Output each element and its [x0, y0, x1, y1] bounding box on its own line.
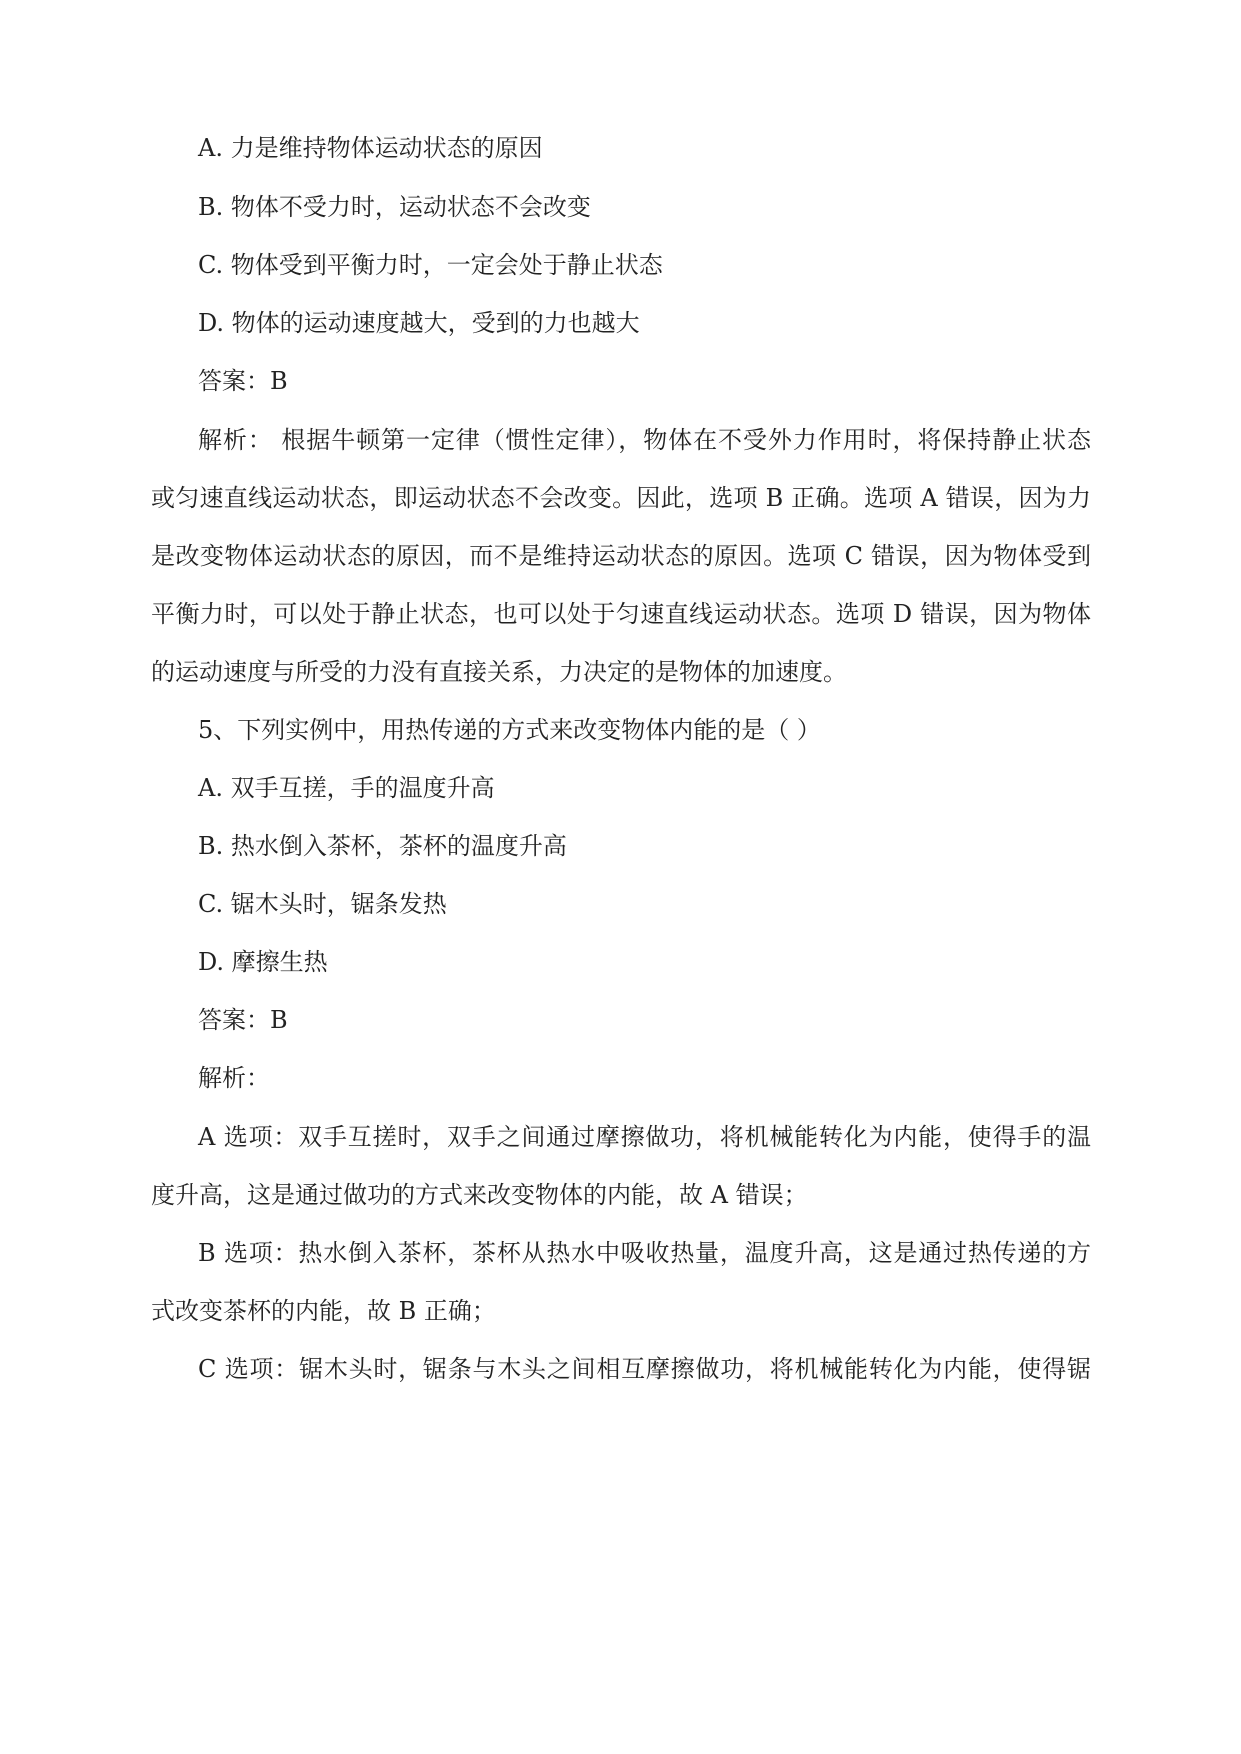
q4-option-b: B. 物体不受力时，运动状态不会改变	[198, 193, 591, 221]
q4-analysis-line: 平衡力时，可以处于静止状态，也可以处于匀速直线运动状态。选项 D 错误，因为物体	[151, 600, 1091, 628]
q5-option-c: C. 锯木头时，锯条发热	[198, 890, 447, 918]
q4-option-d: D. 物体的运动速度越大，受到的力也越大	[198, 309, 640, 337]
q4-analysis-line: 或匀速直线运动状态，即运动状态不会改变。因此，选项 B 正确。选项 A 错误，因为力	[151, 484, 1091, 512]
q5-answer: 答案：B	[198, 1006, 288, 1034]
q4-answer: 答案：B	[198, 367, 288, 395]
q5-option-a: A. 双手互搓，手的温度升高	[198, 774, 495, 802]
q5-analysis-title: 解析：	[198, 1064, 270, 1092]
q5-explanation-c: C 选项：锯木头时，锯条与木头之间相互摩擦做功，将机械能转化为内能，使得锯	[198, 1355, 1091, 1383]
q4-analysis-line: 解析： 根据牛顿第一定律（惯性定律），物体在不受外力作用时，将保持静止状态	[198, 426, 1091, 454]
q4-analysis-line: 是改变物体运动状态的原因，而不是维持运动状态的原因。选项 C 错误，因为物体受到	[151, 542, 1091, 570]
q5-explanation-a: A 选项：双手互搓时，双手之间通过摩擦做功，将机械能转化为内能，使得手的温	[198, 1123, 1091, 1151]
q5-question: 5、下列实例中，用热传递的方式来改变物体内能的是（ ）	[198, 716, 821, 744]
q5-explanation-b: 式改变茶杯的内能，故 B 正确；	[151, 1297, 496, 1325]
q5-explanation-a: 度升高，这是通过做功的方式来改变物体的内能，故 A 错误；	[151, 1181, 808, 1209]
q5-option-b: B. 热水倒入茶杯，茶杯的温度升高	[198, 832, 567, 860]
q4-option-a: A. 力是维持物体运动状态的原因	[198, 134, 543, 162]
q5-explanation-b: B 选项：热水倒入茶杯，茶杯从热水中吸收热量，温度升高，这是通过热传递的方	[198, 1239, 1091, 1267]
q5-option-d: D. 摩擦生热	[198, 948, 328, 976]
q4-analysis-line: 的运动速度与所受的力没有直接关系，力决定的是物体的加速度。	[151, 658, 847, 686]
q4-option-c: C. 物体受到平衡力时，一定会处于静止状态	[198, 251, 663, 279]
